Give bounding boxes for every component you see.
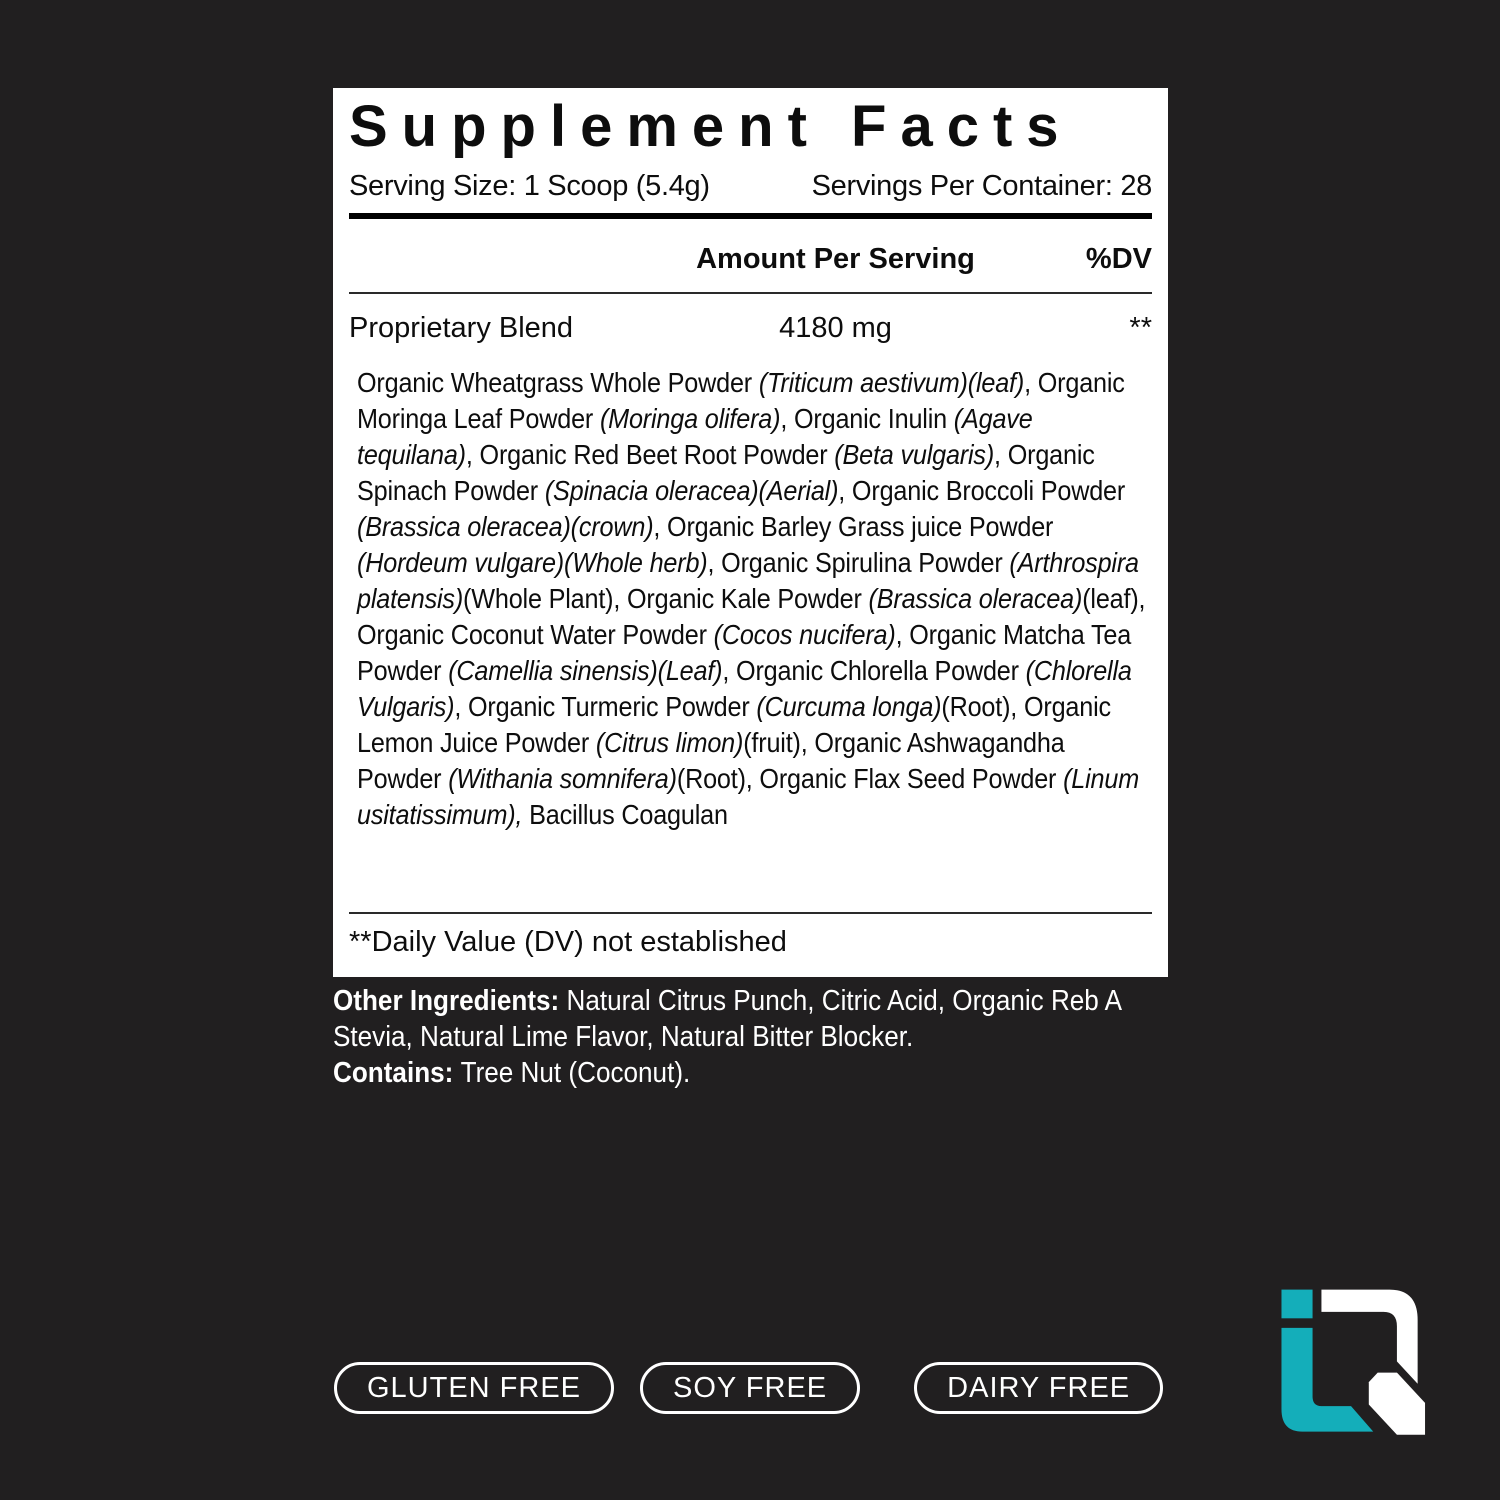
servings-per-container: Servings Per Container: 28 (811, 170, 1152, 202)
other-ingredients: Other Ingredients: Natural Citrus Punch, Citric Acid, Organic Reb A Stevia, Natural Lime Flavor, Natural Bitter Blocker. (333, 985, 1121, 1053)
supplement-facts-panel (333, 88, 1168, 977)
blend-dv: ** (1129, 312, 1152, 344)
badge-dairy-free: DAIRY FREE (914, 1362, 1163, 1414)
panel-title: Supplement Facts (349, 94, 1073, 159)
logo-q-body (1321, 1290, 1417, 1384)
dv-header: %DV (1085, 243, 1152, 275)
contains-statement: Contains: Tree Nut (Coconut). (333, 1057, 691, 1089)
serving-size: Serving Size: 1 Scoop (5.4g) (349, 170, 710, 202)
serving-row (349, 170, 1152, 203)
badge-soy-free: SOY FREE (640, 1362, 860, 1414)
badge-row (334, 1362, 1163, 1414)
logo-i-body (1281, 1328, 1373, 1432)
blend-amount: 4180 mg (779, 312, 892, 344)
badge-gluten-free: GLUTEN FREE (334, 1362, 614, 1414)
ingredients-list: Organic Wheatgrass Whole Powder (Triticum aestivum)(leaf), Organic Moringa Leaf Powder (Moringa olifera), Organic Inulin (Agave tequilana), Organic Red Beet Root Powder (Beta vulgaris), Organic Spinach Powder (Spinacia oleracea)(Aerial), Organic Broccoli Powder (Brassica oleracea)(crown), Organic Barley Grass juice Powder (Hordeum vulgare)(Whole herb), Organic Spirulina Powder (Arthrospira platensis)(Whole Plant), Organic Kale Powder (Brassica oleracea)(leaf), Organic Coconut Water Powder (Cocos nucifera), Organic Matcha Tea Powder (Camellia sinensis)(Leaf), Organic Chlorella Powder (Chlorella Vulgaris), Organic Turmeric Powder (Curcuma longa)(Root), Organic Lemon Juice Powder (Citrus limon)(fruit), Organic Ashwagandha Powder (Withania somnifera)(Root), Organic Flax Seed Powder (Linum usitatissimum), Bacillus Coagulan (357, 367, 1146, 830)
logo-i-dot (1281, 1290, 1312, 1319)
other-ingredients-block (333, 983, 1147, 1091)
proprietary-blend-row (349, 294, 1152, 351)
iq-logo-icon (1280, 1288, 1428, 1438)
daily-value-footnote: **Daily Value (DV) not established (349, 926, 787, 958)
table-header-row (349, 219, 1152, 292)
amount-per-serving-header: Amount Per Serving (696, 243, 975, 275)
blend-name: Proprietary Blend (349, 312, 574, 344)
